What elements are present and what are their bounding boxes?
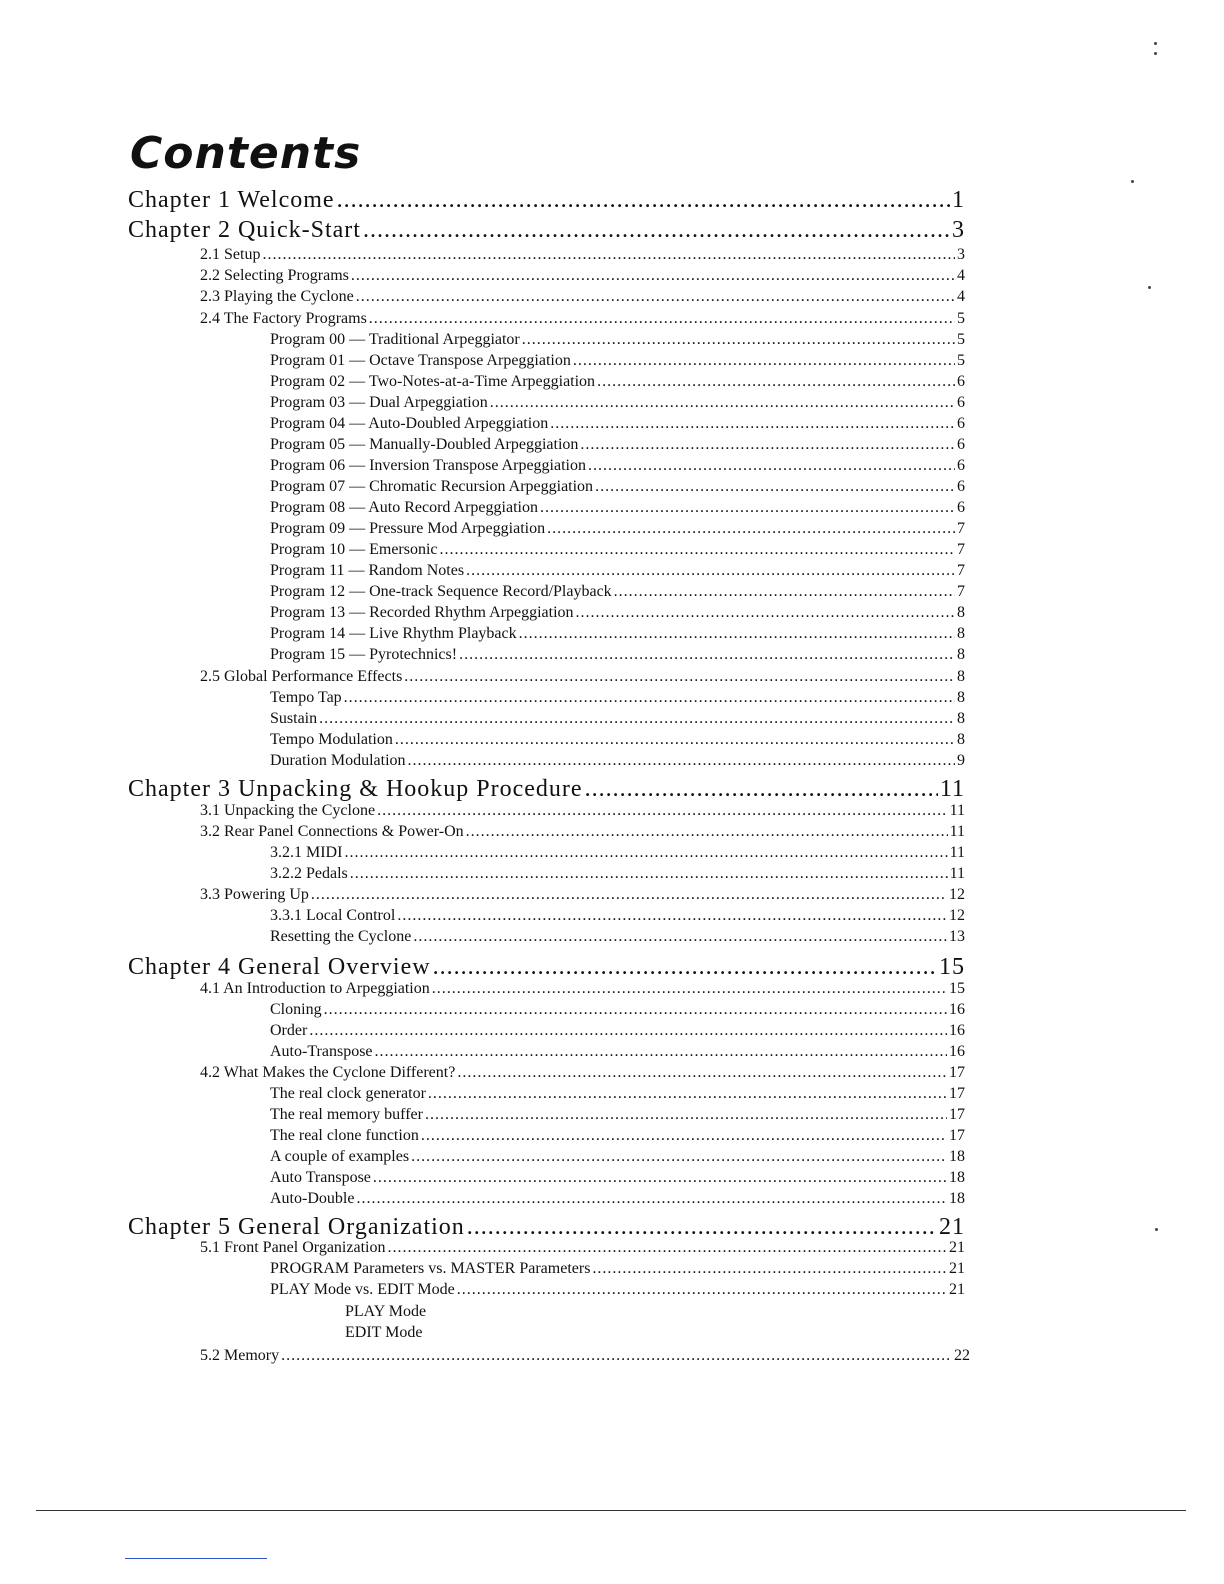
toc-entry-page: 8 [957,731,965,748]
toc-entry-page: 17 [949,1106,965,1123]
toc-entry[interactable] [270,1169,965,1187]
leader-dots [421,1127,947,1145]
leader-dots [344,844,947,862]
toc-entry-label: Chapter 3 Unpacking & Hookup Procedure [128,776,583,802]
toc-entry[interactable] [270,499,965,517]
leader-dots [425,1106,947,1124]
scan-speck [1148,286,1151,289]
toc-entry-page: 7 [957,562,965,579]
toc-entry-label: 5.1 Front Panel Organization [200,1239,386,1256]
toc-subentry-play-mode: PLAY Mode [345,1303,427,1320]
toc-entry[interactable] [270,457,965,475]
toc-entry-label: Program 11 — Random Notes [270,562,465,579]
leader-dots [397,907,947,925]
toc-entry-label: A couple of examples [270,1148,410,1165]
toc-entry-page: 8 [957,689,965,706]
toc-entry-page: 21 [949,1281,965,1298]
toc-entry-label: Program 02 — Two-Notes-at-a-Time Arpeggiation [270,373,596,390]
toc-entry-page: 16 [949,1001,965,1018]
toc-entry[interactable] [270,541,965,559]
toc-entry-page: 9 [957,752,965,769]
leader-dots [351,267,955,285]
scan-speck [1131,180,1134,183]
leader-dots [356,1190,947,1208]
toc-entry[interactable] [128,776,965,803]
leader-dots [540,499,955,517]
toc-entry-label: 3.2 Rear Panel Connections & Power-On [200,823,464,840]
leader-dots [576,604,955,622]
toc-entry-label: 3.3 Powering Up [200,886,309,903]
toc-entry-page: 3 [952,217,965,243]
toc-entry-label: Program 10 — Emersonic [270,541,438,558]
toc-entry-label: Program 15 — Pyrotechnics! [270,646,458,663]
toc-entry-page: 5 [957,331,965,348]
leader-dots [350,865,948,883]
leader-dots [356,288,955,306]
toc-entry-page: 18 [949,1190,965,1207]
leader-dots [573,352,955,370]
toc-entry-label: 2.2 Selecting Programs [200,267,349,284]
toc-entry[interactable] [128,217,965,244]
toc-entry[interactable] [200,668,965,686]
page-title: Contents [130,128,362,179]
toc-entry[interactable] [270,1281,965,1299]
toc-entry-label: Program 07 — Chromatic Recursion Arpeggiation [270,478,594,495]
toc-entry-page: 17 [949,1127,965,1144]
toc-entry[interactable] [270,520,965,538]
leader-dots [363,217,950,244]
toc-entry-label: Duration Modulation [270,752,406,769]
toc-entry-page: 6 [957,457,965,474]
toc-entry-page: 8 [957,668,965,685]
toc-entry-label: 2.5 Global Performance Effects [200,668,403,685]
toc-entry-page: 5 [957,352,965,369]
toc-entry[interactable] [270,1001,965,1019]
toc-entry-page: 6 [957,499,965,516]
toc-entry[interactable] [270,583,965,601]
toc-entry-page: 22 [954,1347,970,1364]
toc-entry-page: 8 [957,646,965,663]
toc-entry-label: Program 01 — Octave Transpose Arpeggiation [270,352,571,369]
toc-entry-label: Sustain [270,710,318,727]
toc-entry[interactable] [270,928,965,946]
leader-dots [408,752,955,770]
toc-entry[interactable] [200,1239,965,1257]
toc-entry[interactable] [200,980,965,998]
toc-entry[interactable] [270,604,965,622]
toc-entry-page: 21 [949,1239,965,1256]
toc-entry-memory[interactable] [200,1347,970,1365]
toc-entry-page: 17 [949,1064,965,1081]
toc-entry-page: 15 [939,954,965,980]
leader-dots [337,187,950,214]
toc-entry-label: Chapter 5 General Organization [128,1214,465,1240]
toc-entry-page: 6 [957,415,965,432]
leader-dots [375,1043,947,1061]
leader-dots [404,668,955,686]
toc-entry[interactable] [270,1148,965,1166]
toc-entry[interactable] [128,1214,965,1241]
toc-entry-label: Resetting the Cyclone [270,928,412,945]
leader-dots [387,1239,947,1257]
toc-entry[interactable] [270,415,965,433]
toc-entry-label: 3.2.2 Pedals [270,865,348,882]
toc-entry-page: 12 [949,907,965,924]
scan-speck [1154,52,1157,55]
toc-entry-page: 8 [957,625,965,642]
toc-entry[interactable] [270,625,965,643]
toc-entry-page: 16 [949,1043,965,1060]
toc-entry[interactable] [270,1022,965,1040]
leader-dots [433,954,937,981]
toc-entry[interactable] [200,246,965,264]
toc-entry-label: Chapter 4 General Overview [128,954,431,980]
toc-entry[interactable] [270,1085,965,1103]
leader-dots [592,1260,947,1278]
toc-entry[interactable] [270,689,965,707]
toc-entry[interactable] [270,752,965,770]
toc-entry-page: 4 [957,288,965,305]
toc-entry[interactable] [270,1260,965,1278]
toc-entry-label: 4.1 An Introduction to Arpeggiation [200,980,430,997]
leader-dots [262,246,955,264]
toc-entry-page: 3 [957,246,965,263]
toc-entry[interactable] [128,187,965,214]
leader-dots [466,562,955,580]
leader-dots [466,823,948,841]
toc-entry-label: 2.3 Playing the Cyclone [200,288,354,305]
toc-entry[interactable] [270,478,965,496]
toc-entry[interactable] [200,288,965,306]
footer-rule [36,1510,1186,1511]
toc-entry-label: 5.2 Memory [200,1347,280,1364]
toc-entry-label: The real clone function [270,1127,419,1144]
toc-entry[interactable] [270,373,965,391]
leader-dots [490,394,955,412]
leader-dots [344,689,955,707]
toc-entry-page: 21 [949,1260,965,1277]
toc-entry-label: Order [270,1022,308,1039]
toc-entry-label: The real memory buffer [270,1106,423,1123]
leader-dots [440,541,955,559]
leader-dots [324,1001,947,1019]
leader-dots [459,646,955,664]
toc-entry-label: Tempo Tap [270,689,342,706]
leader-dots [311,886,947,904]
toc-entry-label: PROGRAM Parameters vs. MASTER Parameters [270,1260,591,1277]
toc-entry-page: 1 [952,187,965,213]
leader-dots [550,415,955,433]
leader-dots [373,1169,947,1187]
toc-entry[interactable] [270,394,965,412]
leader-dots [614,583,955,601]
leader-dots [411,1148,947,1166]
toc-entry-label: 4.2 What Makes the Cyclone Different? [200,1064,456,1081]
toc-entry-label: Program 14 — Live Rhythm Playback [270,625,517,642]
leader-dots [432,980,947,998]
toc-entry-page: 6 [957,394,965,411]
toc-entry[interactable] [270,907,965,925]
scan-speck [1155,1228,1158,1231]
leader-dots [428,1085,947,1103]
toc-entry-page: 4 [957,267,965,284]
toc-entry-label: Chapter 1 Welcome [128,187,335,213]
toc-entry-label: Program 13 — Recorded Rhythm Arpeggiation [270,604,574,621]
toc-entry-label: Program 03 — Dual Arpeggiation [270,394,488,411]
leader-dots [467,1214,937,1241]
toc-entry-page: 13 [949,928,965,945]
toc-entry-page: 21 [939,1214,965,1240]
toc-entry-label: PLAY Mode vs. EDIT Mode [270,1281,455,1298]
toc-entry-page: 15 [949,980,965,997]
leader-dots [309,1022,947,1040]
toc-entry-label: 2.4 The Factory Programs [200,310,367,327]
leader-dots [519,625,955,643]
toc-entry-page: 18 [949,1169,965,1186]
toc-entry-label: The real clock generator [270,1085,426,1102]
toc-entry-label: 3.2.1 MIDI [270,844,343,861]
toc-entry-label: Auto-Double [270,1190,355,1207]
toc-entry[interactable] [270,1190,965,1208]
toc-entry-page: 12 [949,886,965,903]
toc-entry-page: 17 [949,1085,965,1102]
footer-underline [125,1558,267,1559]
leader-dots [588,457,955,475]
toc-entry[interactable] [270,1127,965,1145]
toc-entry-label: Program 06 — Inversion Transpose Arpeggiation [270,457,586,474]
leader-dots [395,731,955,749]
toc-entry-label: Program 09 — Pressure Mod Arpeggiation [270,520,546,537]
toc-entry[interactable] [270,562,965,580]
toc-entry-page: 18 [949,1148,965,1165]
scan-speck [1154,42,1157,45]
leader-dots [595,478,955,496]
toc-entry[interactable] [270,1106,965,1124]
leader-dots [597,373,955,391]
leader-dots [319,710,955,728]
leader-dots [281,1347,952,1365]
toc-entry-page: 5 [957,310,965,327]
leader-dots [413,928,947,946]
toc-entry-label: 2.1 Setup [200,246,261,263]
toc-entry-page: 8 [957,604,965,621]
toc-entry[interactable] [270,646,965,664]
toc-entry[interactable] [200,1064,965,1082]
toc-entry-label: Program 08 — Auto Record Arpeggiation [270,499,538,516]
toc-entry-label: Program 05 — Manually-Doubled Arpeggiation [270,436,579,453]
toc-subentry-edit-mode: EDIT Mode [345,1324,423,1341]
toc-entry-label: Auto-Transpose [270,1043,373,1060]
toc-entry-page: 8 [957,710,965,727]
toc-entry-label: Tempo Modulation [270,731,393,748]
leader-dots [457,1064,947,1082]
toc-entry-page: 6 [957,373,965,390]
leader-dots [377,802,948,820]
leader-dots [580,436,955,454]
toc-entry[interactable] [270,731,965,749]
toc-entry[interactable] [270,710,965,728]
toc-entry[interactable] [128,954,965,981]
toc-entry[interactable] [270,844,965,862]
toc-entry[interactable] [200,886,965,904]
toc-entry-page: 11 [939,776,965,802]
toc-entry-page: 11 [949,844,965,861]
toc-entry[interactable] [200,823,965,841]
toc-entry[interactable] [270,865,965,883]
toc-entry-label: 3.1 Unpacking the Cyclone [200,802,376,819]
toc-entry-page: 7 [957,541,965,558]
toc-entry-page: 7 [957,520,965,537]
toc-entry-label: Auto Transpose [270,1169,371,1186]
leader-dots [457,1281,947,1299]
toc-entry-page: 7 [957,583,965,600]
toc-entry[interactable] [270,352,965,370]
toc-entry-label: Program 00 — Traditional Arpeggiator [270,331,520,348]
leader-dots [369,310,955,328]
toc-entry-label: Program 12 — One-track Sequence Record/Playback [270,583,612,600]
toc-entry-label: 3.3.1 Local Control [270,907,396,924]
toc-entry-page: 11 [949,865,965,882]
toc-entry[interactable] [200,802,965,820]
leader-dots [547,520,955,538]
toc-entry[interactable] [270,1043,965,1061]
toc-entry-label: Chapter 2 Quick-Start [128,217,361,243]
toc-entry-page: 11 [949,823,965,840]
toc-entry[interactable] [270,436,965,454]
toc-entry[interactable] [270,331,965,349]
toc-entry-page: 6 [957,436,965,453]
toc-entry[interactable] [200,310,965,328]
leader-dots [585,776,938,803]
toc-entry-page: 16 [949,1022,965,1039]
toc-entry[interactable] [200,267,965,285]
leader-dots [522,331,955,349]
toc-entry-page: 11 [949,802,965,819]
toc-entry-label: Program 04 — Auto-Doubled Arpeggiation [270,415,549,432]
toc-entry-page: 6 [957,478,965,495]
toc-entry-label: Cloning [270,1001,322,1018]
